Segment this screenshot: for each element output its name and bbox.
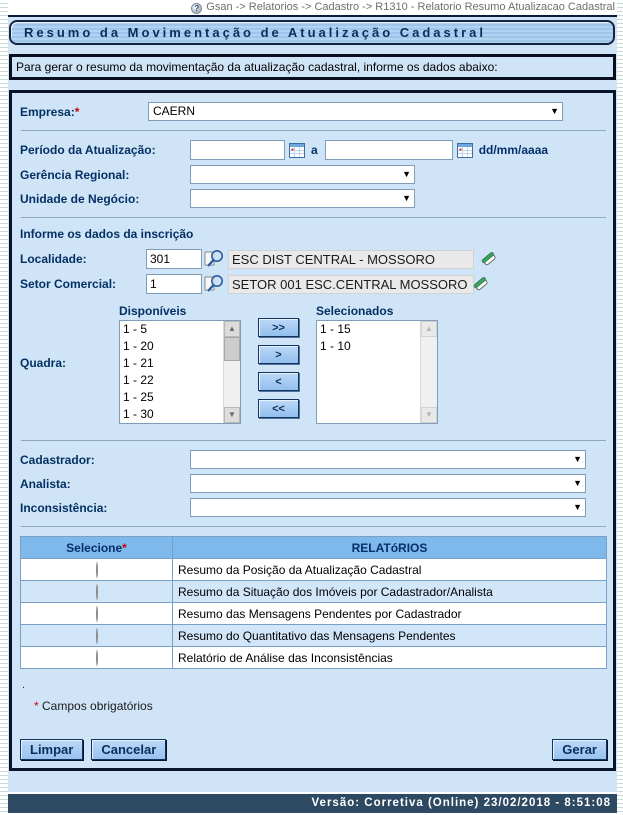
calendar-icon[interactable]	[457, 143, 473, 158]
report-radio-1[interactable]	[96, 584, 98, 600]
list-item[interactable]: 1 - 20	[123, 339, 154, 353]
report-radio-2[interactable]	[96, 606, 98, 622]
action-buttons	[20, 739, 607, 760]
list-item[interactable]: 1 - 10	[320, 339, 351, 353]
analista-select[interactable]	[190, 474, 586, 493]
localidade-description: ESC DIST CENTRAL - MOSSORO	[228, 250, 474, 269]
column-header-relatorios: RELATóRIOS	[173, 537, 607, 559]
quadra-row	[20, 304, 607, 426]
quadra-selected-column	[316, 304, 438, 424]
unidade-label: Unidade de Negócio:	[20, 191, 140, 206]
periodo-to-input[interactable]	[325, 140, 453, 160]
reports-table-header	[21, 537, 607, 559]
report-label: Resumo das Mensagens Pendentes por Cadastrador	[173, 603, 607, 625]
report-radio-4[interactable]	[96, 650, 98, 666]
cadastrador-label: Cadastrador:	[20, 452, 95, 467]
calendar-icon[interactable]	[289, 143, 305, 158]
report-label: Resumo da Posição da Atualização Cadastral	[173, 559, 607, 581]
unidade-row	[20, 189, 607, 208]
separator	[21, 130, 606, 131]
date-format-hint: dd/mm/aaaa	[478, 143, 549, 157]
eraser-icon[interactable]	[472, 275, 490, 293]
cancelar-button[interactable]: Cancelar	[91, 739, 166, 760]
separator	[21, 217, 606, 218]
search-icon[interactable]	[204, 274, 225, 294]
stray-dot: .	[22, 679, 26, 691]
chevron-down-icon: ▼	[402, 193, 411, 203]
chevron-down-icon: ▼	[573, 454, 582, 464]
search-icon[interactable]	[204, 249, 225, 269]
report-form	[9, 90, 616, 771]
inconsistencia-row	[20, 498, 607, 517]
move-right-button[interactable]: >	[258, 345, 299, 364]
limpar-button[interactable]: Limpar	[20, 739, 83, 760]
report-label: Resumo do Quantitativo das Mensagens Pendentes	[173, 625, 607, 647]
localidade-row	[20, 249, 607, 269]
cadastrador-row	[20, 450, 607, 469]
scroll-up-icon[interactable]: ▲	[421, 321, 437, 337]
move-all-right-button[interactable]: >>	[258, 318, 299, 337]
cadastrador-select[interactable]	[190, 450, 586, 469]
empresa-selected-value: CAERN	[153, 104, 196, 118]
chevron-down-icon: ▼	[573, 478, 582, 488]
table-row	[21, 559, 607, 581]
available-list-label: Disponíveis	[119, 304, 187, 318]
chevron-down-icon: ▼	[550, 106, 559, 116]
scroll-up-icon[interactable]: ▲	[224, 321, 240, 337]
list-item[interactable]: 1 - 22	[123, 373, 154, 387]
quadra-available-column	[119, 304, 241, 424]
periodo-from-input[interactable]	[190, 140, 285, 160]
inconsistencia-select[interactable]	[190, 498, 586, 517]
setor-label: Setor Comercial:	[20, 277, 117, 291]
list-item[interactable]: 1 - 25	[123, 390, 154, 404]
chevron-down-icon: ▼	[402, 169, 411, 179]
reports-table	[20, 536, 607, 669]
list-item[interactable]: 1 - 5	[123, 322, 148, 336]
move-all-left-button[interactable]: <<	[258, 399, 299, 418]
quadra-dual-list	[119, 304, 438, 426]
page-container	[8, 0, 617, 792]
periodo-label: Período da Atualização:	[20, 143, 156, 157]
quadra-selected-listbox[interactable]	[316, 320, 438, 424]
localidade-code-input[interactable]	[146, 249, 202, 269]
periodo-separator: a	[311, 143, 318, 157]
localidade-label: Localidade:	[20, 252, 87, 266]
analista-row	[20, 474, 607, 493]
inscricao-heading: Informe os dados da inscrição	[20, 227, 194, 241]
analista-label: Analista:	[20, 476, 71, 491]
scroll-down-icon[interactable]: ▼	[224, 407, 240, 423]
separator	[21, 440, 606, 441]
move-left-button[interactable]: <	[258, 372, 299, 391]
table-row	[21, 581, 607, 603]
table-row	[21, 625, 607, 647]
table-row	[21, 603, 607, 625]
list-item[interactable]: 1 - 30	[123, 407, 154, 421]
transfer-buttons	[258, 318, 299, 426]
page-title: Resumo da Movimentação de Atualização Cadastral	[9, 20, 615, 45]
chevron-down-icon: ▼	[573, 502, 582, 512]
quadra-label: Quadra:	[20, 356, 67, 370]
gerar-button[interactable]: Gerar	[552, 739, 607, 760]
list-item[interactable]: 1 - 21	[123, 356, 154, 370]
empresa-select[interactable]	[148, 102, 563, 121]
report-radio-0[interactable]	[96, 562, 98, 578]
inconsistencia-label: Inconsistência:	[20, 500, 108, 515]
report-label: Relatório de Análise das Inconsistências	[173, 647, 607, 669]
scrollbar[interactable]	[223, 321, 240, 423]
breadcrumb	[191, 1, 615, 14]
quadra-available-listbox[interactable]	[119, 320, 241, 424]
help-icon[interactable]: ?	[191, 3, 202, 14]
setor-description: SETOR 001 ESC.CENTRAL MOSSORO	[228, 275, 474, 294]
periodo-row	[20, 140, 607, 160]
empresa-row	[20, 102, 607, 121]
list-item[interactable]: 1 - 15	[320, 322, 351, 336]
scrollbar-thumb[interactable]	[224, 337, 240, 361]
table-row	[21, 647, 607, 669]
report-label: Resumo da Situação dos Imóveis por Cadastrador/Analista	[173, 581, 607, 603]
gerencia-label: Gerência Regional:	[20, 167, 130, 182]
instruction-text: Para gerar o resumo da movimentação da atualização cadastral, informe os dados abaixo:	[9, 54, 616, 80]
version-footer: Versão: Corretiva (Online) 23/02/2018 - 8:51:08	[8, 794, 617, 813]
breadcrumb-text: Gsan -> Relatorios -> Cadastro -> R1310 - Relatorio Resumo Atualizacao Cadastral	[206, 1, 615, 13]
scroll-down-icon[interactable]: ▼	[421, 407, 437, 423]
gerencia-row	[20, 165, 607, 184]
required-asterisk: *	[34, 699, 39, 713]
required-asterisk: *	[122, 540, 127, 555]
setor-code-input[interactable]	[146, 274, 202, 294]
setor-row	[20, 274, 607, 294]
gerencia-select[interactable]	[190, 165, 415, 184]
report-radio-3[interactable]	[96, 628, 98, 644]
required-asterisk: *	[74, 104, 80, 119]
empresa-label: Empresa:*	[20, 104, 80, 119]
scrollbar[interactable]	[420, 321, 437, 423]
required-fields-note: * Campos obrigatórios	[34, 699, 153, 713]
selected-list-label: Selecionados	[316, 304, 394, 318]
separator	[21, 526, 606, 527]
breadcrumb-bar	[8, 0, 617, 17]
column-header-selecione: Selecione*	[21, 537, 173, 559]
eraser-icon[interactable]	[480, 250, 498, 268]
unidade-select[interactable]	[190, 189, 415, 208]
